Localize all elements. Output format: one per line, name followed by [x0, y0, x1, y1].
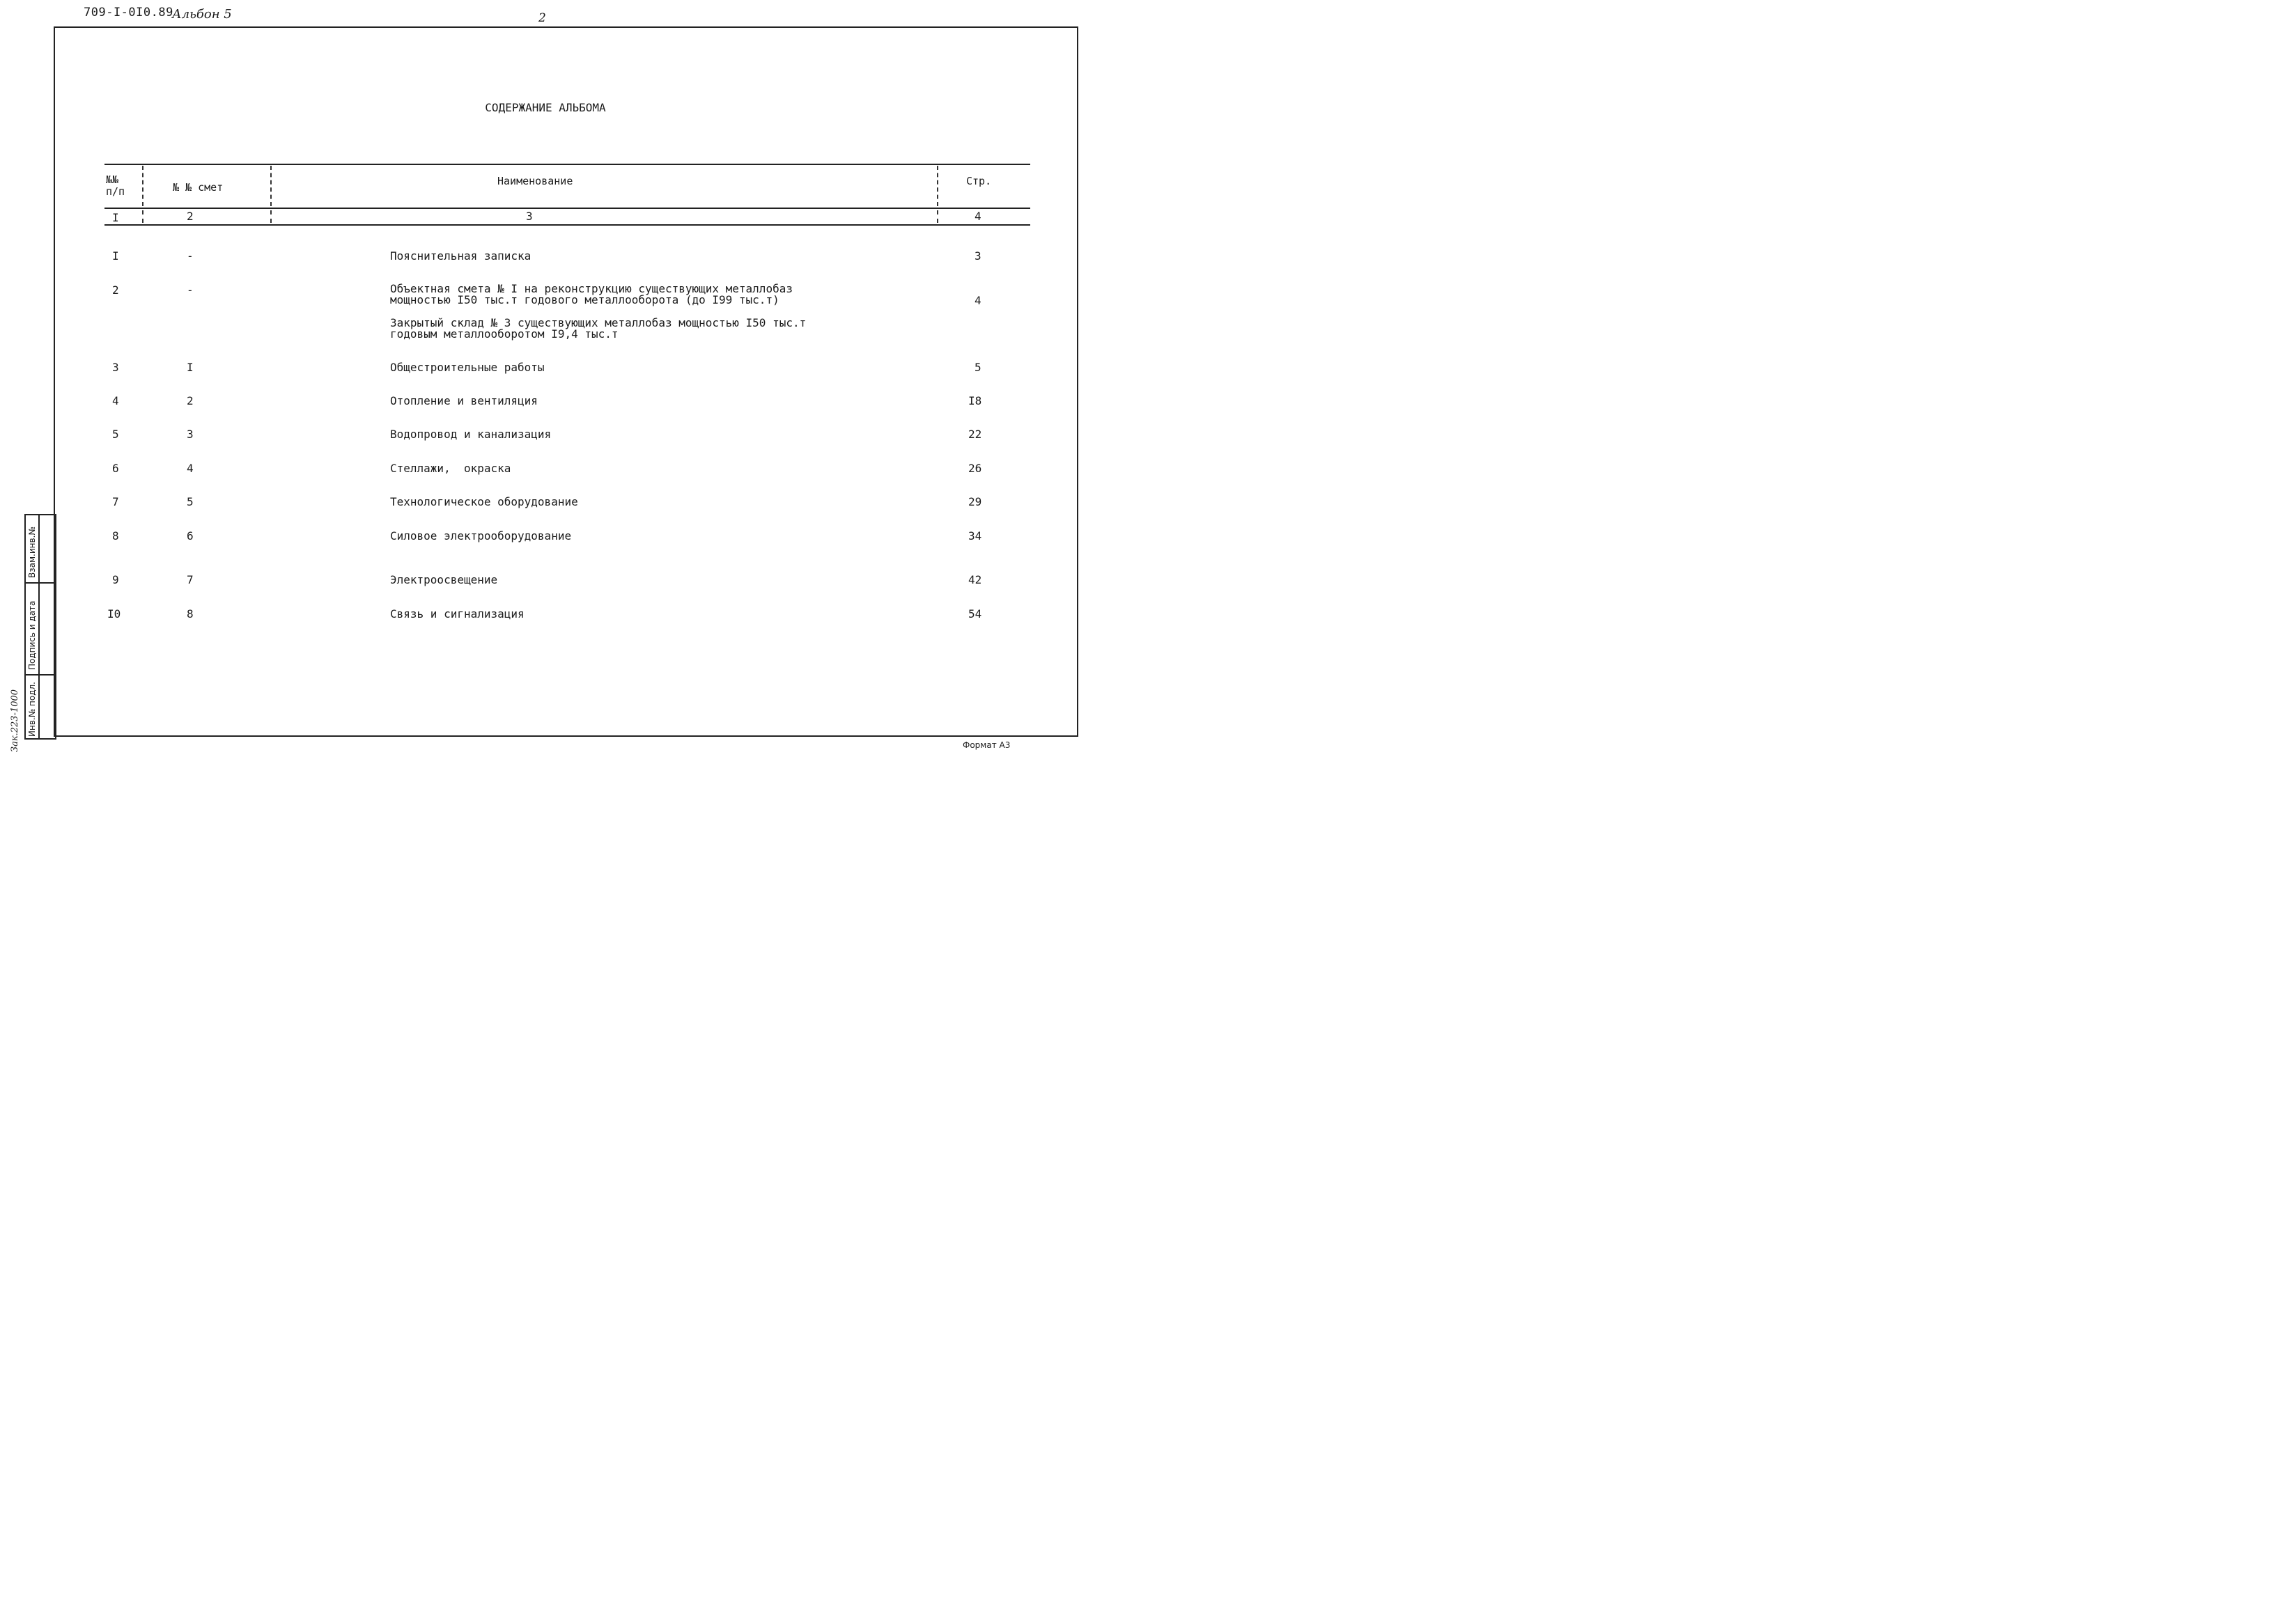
row-number: 6 — [112, 462, 119, 475]
row-number: 4 — [112, 394, 119, 407]
row-name: Технологическое оборудование — [390, 495, 578, 508]
drawing-frame — [54, 26, 1078, 737]
row-name: Водопровод и канализация — [390, 428, 552, 441]
row-name: Пояснительная записка — [390, 249, 531, 263]
row-number: 3 — [112, 361, 119, 374]
page-title: СОДЕРЖАНИЕ АЛЬБОМА — [485, 101, 606, 114]
row-estimate: 6 — [187, 529, 194, 542]
row-number: I0 — [107, 607, 121, 620]
column-number: 2 — [187, 210, 194, 223]
stamp-divider — [38, 515, 40, 738]
column-separator — [270, 166, 272, 206]
row-name: Связь и сигнализация — [390, 607, 525, 620]
row-estimate: 2 — [187, 394, 194, 407]
table-numbers-rule — [104, 224, 1030, 226]
row-number: I — [112, 249, 119, 263]
stamp-field-inventory: Инв.№ подл. — [27, 682, 37, 737]
row-estimate: - — [187, 249, 194, 263]
column-separator — [937, 166, 938, 206]
stamp-field-signature-date: Подпись и дата — [27, 600, 37, 670]
row-name: Электроосвещение — [390, 573, 498, 586]
row-estimate: 3 — [187, 428, 194, 441]
row-name: Закрытый склад № 3 существующих металлобаз мощностью I50 тыс.т годовым металлооборотом I9,4 тыс.т — [390, 316, 807, 341]
row-page: 26 — [968, 462, 982, 475]
header-page: Стр. — [966, 175, 992, 187]
row-page: 4 — [975, 294, 981, 307]
row-number: 2 — [112, 283, 119, 297]
row-page: 54 — [968, 607, 982, 620]
row-page: 29 — [968, 495, 982, 508]
row-page: 5 — [975, 361, 981, 374]
row-page: 42 — [968, 573, 982, 586]
row-name: Отопление и вентиляция — [390, 394, 538, 407]
header-number: №№ п/п — [106, 173, 125, 198]
column-separator — [142, 166, 143, 206]
row-estimate: 4 — [187, 462, 194, 475]
header-estimate: № № смет — [173, 181, 224, 194]
format-label: Формат А3 — [963, 740, 1011, 750]
header-name: Наименование — [497, 175, 573, 187]
row-number: 5 — [112, 428, 119, 441]
column-separator — [270, 210, 272, 223]
row-name: Общестроительные работы — [390, 361, 545, 374]
stamp-divider — [26, 674, 55, 676]
stamp-divider — [26, 582, 55, 584]
row-name: Объектная смета № I на реконструкцию существующих металлобаз мощностью I50 тыс.т годового металлооборота (до I99 тыс.т) — [390, 282, 793, 306]
album-label: Альбон 5 — [172, 7, 232, 22]
table-top-rule — [104, 164, 1030, 165]
stamp-field-replacement: Взам.инв.№ — [27, 526, 37, 578]
column-number: I — [112, 211, 119, 224]
row-name: Стеллажи, окраска — [390, 462, 511, 475]
row-estimate: - — [187, 283, 194, 297]
row-number: 7 — [112, 495, 119, 508]
row-estimate: 5 — [187, 495, 194, 508]
row-estimate: 7 — [187, 573, 194, 586]
order-number: Зак.223-1000 — [10, 689, 20, 752]
table-header-rule — [104, 208, 1030, 209]
row-page: 3 — [975, 249, 981, 263]
page-number: 2 — [538, 11, 546, 25]
side-stamp — [24, 514, 56, 740]
row-page: 22 — [968, 428, 982, 441]
row-page: 34 — [968, 529, 982, 542]
document-code: 709-I-0I0.89 — [84, 6, 173, 19]
row-estimate: 8 — [187, 607, 194, 620]
row-number: 8 — [112, 529, 119, 542]
column-separator — [142, 210, 143, 223]
column-number: 4 — [975, 210, 981, 223]
column-number: 3 — [526, 210, 533, 223]
row-page: I8 — [968, 394, 982, 407]
column-separator — [937, 210, 938, 223]
row-estimate: I — [187, 361, 194, 374]
row-number: 9 — [112, 573, 119, 586]
row-name: Силовое электрооборудование — [390, 529, 572, 542]
